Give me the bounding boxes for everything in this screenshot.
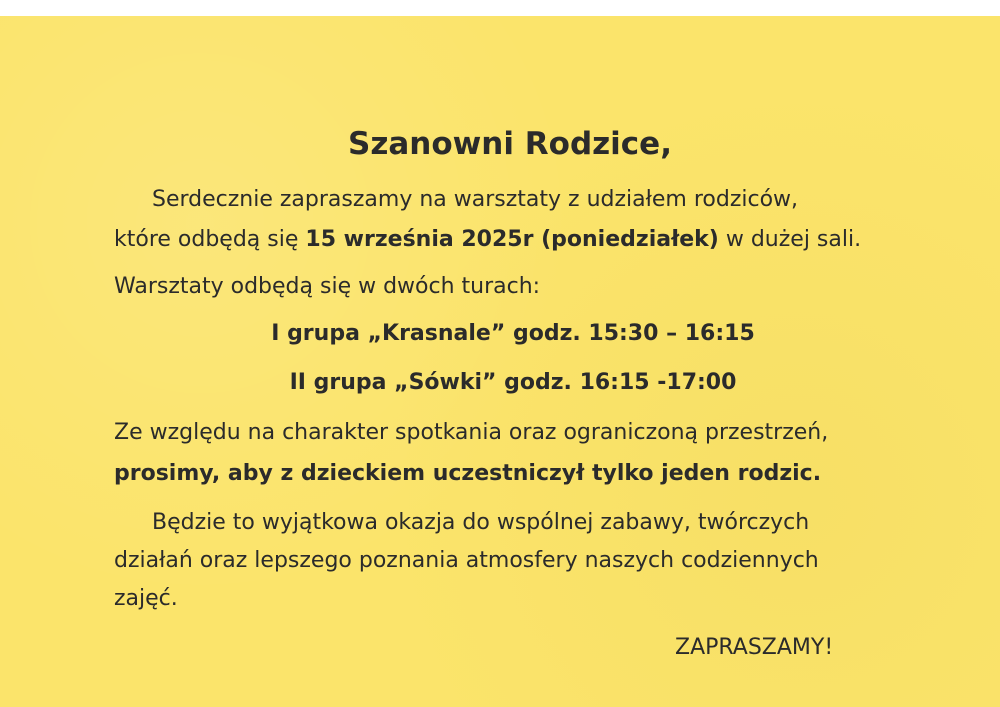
location-text: w dużej sali.: [718, 227, 862, 252]
paragraph-3-line-2: prosimy, aby z dzieckiem uczestniczył tylko jeden rodzic.: [114, 461, 822, 486]
date-intro-text: które odbędą się: [114, 227, 306, 252]
paragraph-4-line-3: zajęć.: [114, 586, 178, 611]
paragraph-4-line-1: Będzie to wyjątkowa okazja do wspólnej zabawy, twórczych: [152, 510, 810, 535]
paragraph-1-line-1: Serdecznie zapraszamy na warsztaty z udziałem rodziców,: [152, 187, 799, 212]
paragraph-1-line-2: [114, 227, 861, 252]
group-2-schedule: II grupa „Sówki” godz. 16:15 -17:00: [289, 370, 737, 395]
paragraph-4-line-2: działań oraz lepszego poznania atmosfery naszych codziennych: [114, 548, 819, 573]
letter-title: Szanowni Rodzice,: [348, 126, 672, 162]
event-date: 15 września 2025r (poniedziałek): [305, 227, 719, 252]
notice-sheet: [0, 16, 1000, 707]
closing-text: ZAPRASZAMY!: [675, 635, 834, 660]
paragraph-2: Warsztaty odbędą się w dwóch turach:: [114, 274, 541, 299]
group-1-schedule: I grupa „Krasnale” godz. 15:30 – 16:15: [271, 321, 755, 346]
paragraph-3-line-1: Ze względu na charakter spotkania oraz ograniczoną przestrzeń,: [114, 420, 829, 445]
